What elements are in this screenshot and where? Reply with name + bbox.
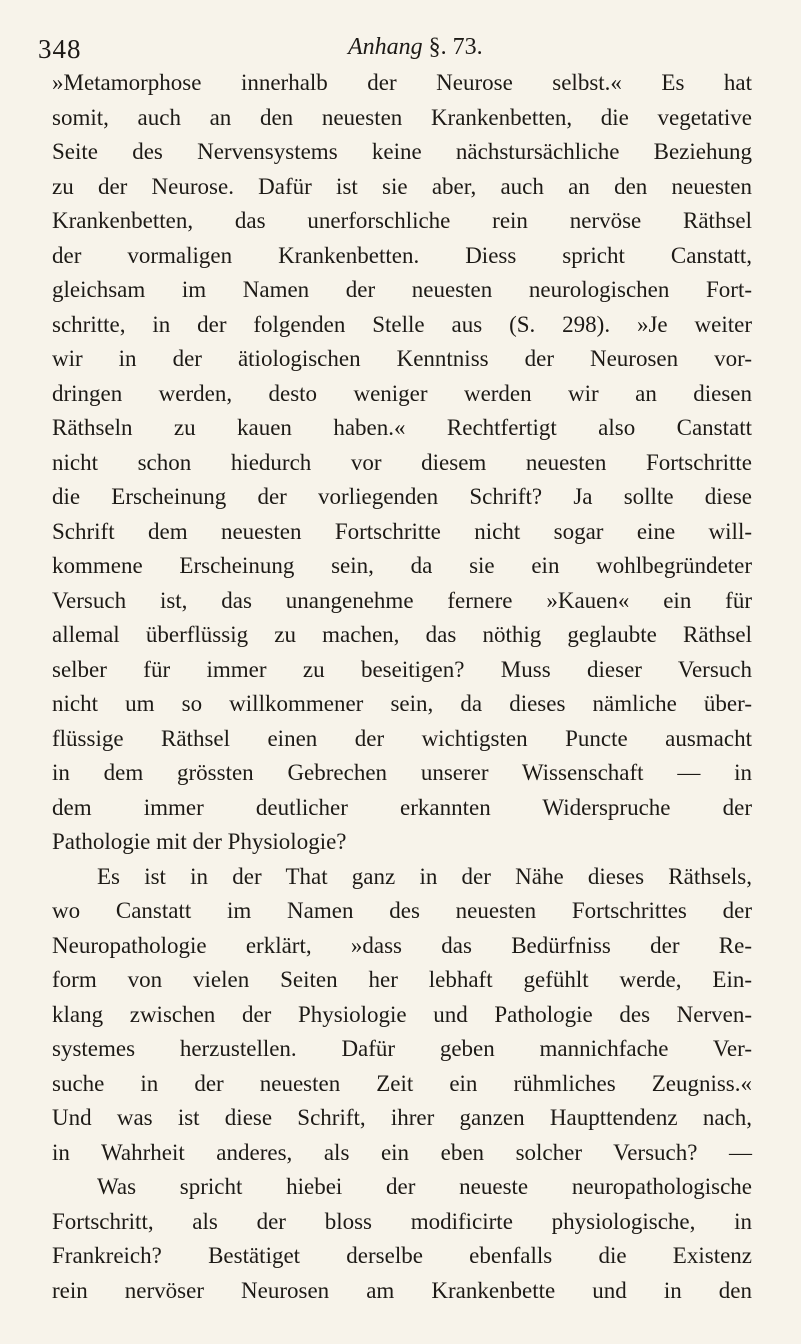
text-line: selber für immer zu beseitigen? Muss dieser Versuch: [52, 656, 752, 682]
section-number: §. 73.: [428, 34, 483, 60]
text-line: dem immer deutlicher erkannten Widerspruche der: [52, 794, 752, 820]
text-line: in dem grössten Gebrechen unserer Wissenschaft — in: [52, 760, 752, 785]
text-line: nicht um so willkommener sein, da dieses nämliche über-: [52, 691, 752, 716]
text-line: in Wahrheit anderes, als ein eben solcher Versuch? —: [52, 1139, 752, 1165]
text-line: kommene Erscheinung sein, da sie ein wohlbegründeter: [52, 553, 752, 578]
body-text: [52, 66, 752, 1308]
text-line: rein nervöser Neurosen am Krankenbette und in den: [52, 1277, 752, 1303]
text-line: nicht schon hiedurch vor diesem neuesten Fortschritte: [52, 449, 752, 475]
page-number: 348: [38, 34, 82, 64]
text-line: schritte, in der folgenden Stelle aus (S. 298). »Je weiter: [52, 311, 752, 337]
text-line: flüssige Räthsel einen der wichtigsten Puncte ausmacht: [52, 725, 752, 751]
text-line: gleichsam im Namen der neuesten neurologischen Fort-: [52, 277, 752, 302]
text-line: »Metamorphose innerhalb der Neurose selbst.« Es hat: [52, 70, 752, 95]
text-line: wir in der ätiologischen Kenntniss der Neurosen vor-: [52, 346, 752, 371]
text-line: klang zwischen der Physiologie und Pathologie des Nerven-: [52, 1001, 752, 1027]
text-line: Seite des Nervensystems keine nächstursächliche Beziehung: [52, 139, 752, 164]
text-line: Räthseln zu kauen haben.« Rechtfertigt also Canstatt: [52, 415, 752, 440]
text-line: allemal überflüssig zu machen, das nöthig geglaubte Räthsel: [52, 622, 752, 647]
text-line: Was spricht hiebei der neueste neuropathologische: [97, 1174, 752, 1199]
text-line: Pathologie mit der Physiologie?: [52, 829, 347, 854]
text-line: Schrift dem neuesten Fortschritte nicht sogar eine will-: [52, 518, 752, 544]
text-line: somit, auch an den neuesten Krankenbetten, die vegetative: [52, 104, 752, 130]
text-line: systemes herzustellen. Dafür geben mannichfache Ver-: [52, 1036, 752, 1061]
running-head-title: Anhang: [348, 34, 423, 60]
text-line: die Erscheinung der vorliegenden Schrift? Ja sollte diese: [52, 484, 752, 509]
text-line: Und was ist diese Schrift, ihrer ganzen Haupttendenz nach,: [52, 1105, 752, 1130]
text-line: dringen werden, desto weniger werden wir an diesen: [52, 380, 752, 406]
text-line: form von vielen Seiten her lebhaft gefühlt werde, Ein-: [52, 967, 752, 992]
text-line: der vormaligen Krankenbetten. Diess spricht Canstatt,: [52, 242, 752, 268]
text-line: suche in der neuesten Zeit ein rühmliches Zeugniss.«: [52, 1070, 752, 1096]
text-line: Krankenbetten, das unerforschliche rein nervöse Räthsel: [52, 208, 752, 233]
text-line: Es ist in der That ganz in der Nähe dieses Räthsels,: [97, 863, 752, 889]
page-header: [38, 34, 758, 64]
text-line: Versuch ist, das unangenehme fernere »Kauen« ein für: [52, 587, 752, 613]
text-line: zu der Neurose. Dafür ist sie aber, auch an den neuesten: [52, 173, 752, 199]
running-head: [348, 34, 483, 61]
text-line: Neuropathologie erklärt, »dass das Bedürfniss der Re-: [52, 932, 752, 958]
text-line: Frankreich? Bestätiget derselbe ebenfalls die Existenz: [52, 1243, 752, 1268]
text-line: Fortschritt, als der bloss modificirte physiologische, in: [52, 1208, 752, 1234]
text-line: wo Canstatt im Namen des neuesten Fortschrittes der: [52, 898, 752, 923]
